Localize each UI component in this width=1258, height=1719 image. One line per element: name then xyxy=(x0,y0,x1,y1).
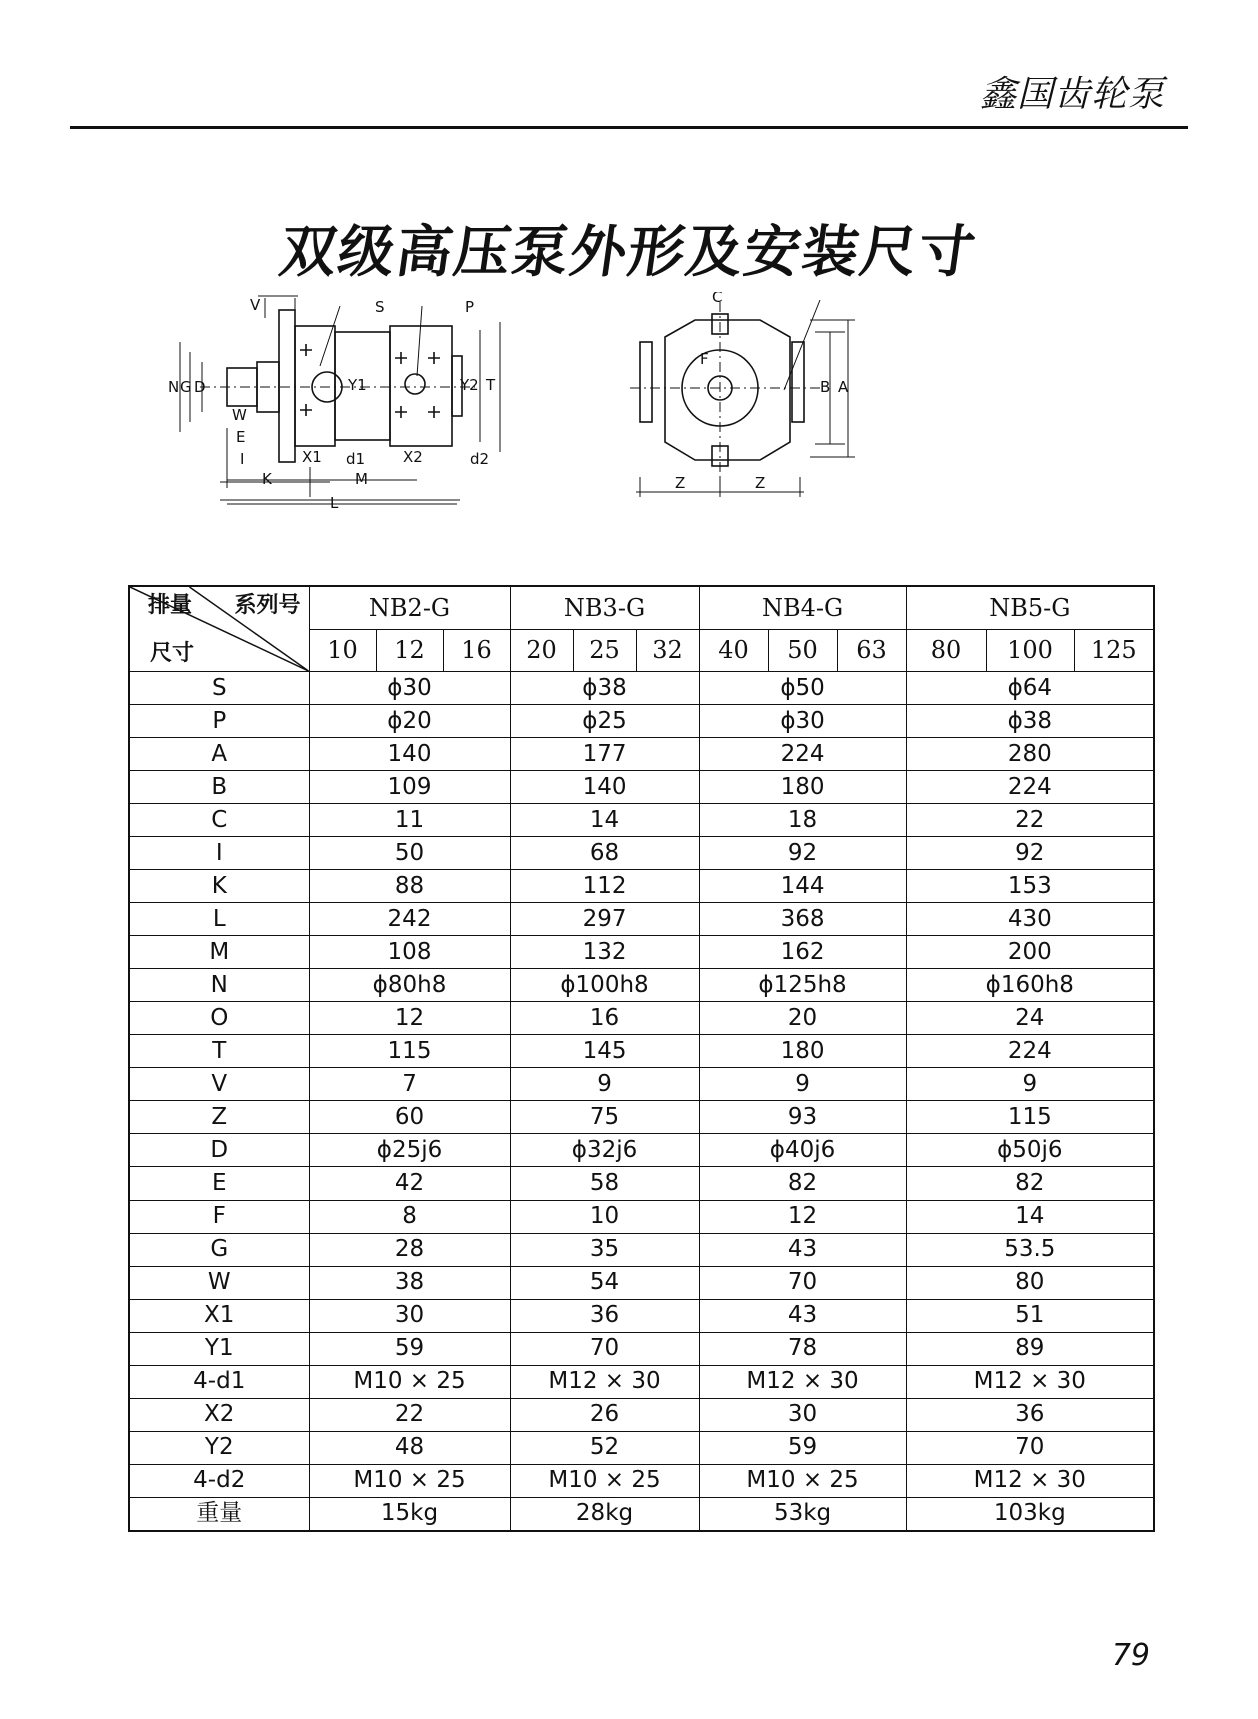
table-row xyxy=(129,1233,1154,1266)
value-cell: ϕ32j6 xyxy=(510,1134,699,1167)
value-cell: 180 xyxy=(699,1035,906,1068)
row-label: P xyxy=(129,705,309,738)
value-cell: 14 xyxy=(906,1200,1154,1233)
brand-header: 鑫国齿轮泵 xyxy=(979,74,1165,115)
value-cell: 7 xyxy=(309,1068,510,1101)
series-header: NB3-G xyxy=(510,586,699,629)
value-cell: 8 xyxy=(309,1200,510,1233)
row-label: 4-d2 xyxy=(129,1464,309,1497)
value-cell: 38 xyxy=(309,1266,510,1299)
value-cell: 89 xyxy=(906,1332,1154,1365)
dim-label-f: F xyxy=(700,350,709,368)
value-cell: M10 × 25 xyxy=(699,1464,906,1497)
value-cell: 26 xyxy=(510,1398,699,1431)
dim-label-s: S xyxy=(375,298,385,316)
value-cell: ϕ20 xyxy=(309,705,510,738)
row-label: W xyxy=(129,1266,309,1299)
mounting-flange xyxy=(279,310,295,462)
value-cell: 53.5 xyxy=(906,1233,1154,1266)
value-cell: 109 xyxy=(309,771,510,804)
value-cell: 10 xyxy=(510,1200,699,1233)
row-label: N xyxy=(129,969,309,1002)
value-cell: 368 xyxy=(699,903,906,936)
row-label: D xyxy=(129,1134,309,1167)
value-cell: 92 xyxy=(906,837,1154,870)
value-cell: 108 xyxy=(309,936,510,969)
dim-label-w: W xyxy=(232,406,247,424)
value-cell: 297 xyxy=(510,903,699,936)
row-label: M xyxy=(129,936,309,969)
displacement-cell: 10 xyxy=(309,629,376,672)
dim-label-o xyxy=(275,292,287,296)
front-body xyxy=(665,320,790,460)
dim-label-z2: Z xyxy=(755,474,766,492)
value-cell: 52 xyxy=(510,1431,699,1464)
table-row xyxy=(129,1464,1154,1497)
dim-label-p: P xyxy=(465,298,475,316)
corner-label-series: 系列号 xyxy=(234,593,301,618)
value-cell: 59 xyxy=(309,1332,510,1365)
value-cell: 36 xyxy=(906,1398,1154,1431)
value-cell: 200 xyxy=(906,936,1154,969)
displacement-cell: 25 xyxy=(573,629,636,672)
dim-label-z1: Z xyxy=(675,474,686,492)
value-cell: 36 xyxy=(510,1299,699,1332)
value-cell: 35 xyxy=(510,1233,699,1266)
dim-label-n: N xyxy=(168,378,180,396)
value-cell: M10 × 25 xyxy=(309,1365,510,1398)
table-row xyxy=(129,1167,1154,1200)
dim-label-d2: d2 xyxy=(470,450,490,468)
dim-label-i: I xyxy=(240,450,245,468)
value-cell: ϕ38 xyxy=(906,705,1154,738)
dim-label-d1: d1 xyxy=(346,450,366,468)
table-row xyxy=(129,936,1154,969)
value-cell: 224 xyxy=(699,738,906,771)
value-cell: ϕ40j6 xyxy=(699,1134,906,1167)
value-cell: 180 xyxy=(699,771,906,804)
row-label: Z xyxy=(129,1101,309,1134)
page-number: 79 xyxy=(1111,1638,1150,1673)
row-label: E xyxy=(129,1167,309,1200)
row-label: C xyxy=(129,804,309,837)
displacement-cell: 50 xyxy=(768,629,837,672)
value-cell: ϕ25j6 xyxy=(309,1134,510,1167)
value-cell: 103kg xyxy=(906,1497,1154,1531)
value-cell: 9 xyxy=(510,1068,699,1101)
dim-label-e: E xyxy=(236,428,246,446)
port-p xyxy=(405,374,425,394)
displacement-cell: 100 xyxy=(986,629,1074,672)
displacement-cell: 125 xyxy=(1074,629,1154,672)
row-label: Y1 xyxy=(129,1332,309,1365)
value-cell: 14 xyxy=(510,804,699,837)
value-cell: 70 xyxy=(699,1266,906,1299)
dim-label-x1: X1 xyxy=(302,448,322,466)
value-cell: ϕ64 xyxy=(906,672,1154,705)
value-cell: 43 xyxy=(699,1299,906,1332)
table-row xyxy=(129,1299,1154,1332)
value-cell: ϕ25 xyxy=(510,705,699,738)
table-row xyxy=(129,1200,1154,1233)
displacement-cell: 16 xyxy=(443,629,510,672)
value-cell: 53kg xyxy=(699,1497,906,1531)
row-label: B xyxy=(129,771,309,804)
value-cell: M12 × 30 xyxy=(906,1365,1154,1398)
value-cell: 112 xyxy=(510,870,699,903)
value-cell: 115 xyxy=(906,1101,1154,1134)
corner-label-dimension: 尺寸 xyxy=(150,641,195,666)
row-label: I xyxy=(129,837,309,870)
row-label: 重量 xyxy=(129,1497,309,1531)
value-cell: 30 xyxy=(699,1398,906,1431)
value-cell: 42 xyxy=(309,1167,510,1200)
value-cell: 162 xyxy=(699,936,906,969)
value-cell: 70 xyxy=(906,1431,1154,1464)
corner-label-displacement: 排量 xyxy=(148,593,193,618)
value-cell: 59 xyxy=(699,1431,906,1464)
value-cell: ϕ80h8 xyxy=(309,969,510,1002)
displacement-cell: 32 xyxy=(636,629,699,672)
value-cell: ϕ50 xyxy=(699,672,906,705)
header-rule xyxy=(70,126,1188,129)
row-label: F xyxy=(129,1200,309,1233)
row-label: O xyxy=(129,1002,309,1035)
value-cell: 18 xyxy=(699,804,906,837)
value-cell: 9 xyxy=(906,1068,1154,1101)
table-row xyxy=(129,1035,1154,1068)
value-cell: 20 xyxy=(699,1002,906,1035)
value-cell: 15kg xyxy=(309,1497,510,1531)
value-cell: 82 xyxy=(699,1167,906,1200)
table-row xyxy=(129,837,1154,870)
table-row xyxy=(129,804,1154,837)
value-cell: 430 xyxy=(906,903,1154,936)
table-row xyxy=(129,1398,1154,1431)
value-cell: 280 xyxy=(906,738,1154,771)
table-row xyxy=(129,1134,1154,1167)
row-label: A xyxy=(129,738,309,771)
row-label: S xyxy=(129,672,309,705)
value-cell: 115 xyxy=(309,1035,510,1068)
table-row xyxy=(129,705,1154,738)
table-row xyxy=(129,969,1154,1002)
table-row xyxy=(129,1431,1154,1464)
value-cell: 140 xyxy=(510,771,699,804)
value-cell: ϕ125h8 xyxy=(699,969,906,1002)
table-row xyxy=(129,672,1154,705)
value-cell: ϕ30 xyxy=(699,705,906,738)
page-title: 双级高压泵外形及安装尺寸 xyxy=(275,220,981,285)
table-corner-header xyxy=(129,586,309,672)
value-cell: M10 × 25 xyxy=(309,1464,510,1497)
value-cell: 22 xyxy=(309,1398,510,1431)
value-cell: M12 × 30 xyxy=(906,1464,1154,1497)
value-cell: 145 xyxy=(510,1035,699,1068)
dim-label-k: K xyxy=(262,470,272,488)
value-cell: 16 xyxy=(510,1002,699,1035)
value-cell: 50 xyxy=(309,837,510,870)
row-label: 4-d1 xyxy=(129,1365,309,1398)
value-cell: 88 xyxy=(309,870,510,903)
table-row xyxy=(129,1101,1154,1134)
row-label: V xyxy=(129,1068,309,1101)
dim-label-t: T xyxy=(486,376,496,394)
table-row xyxy=(129,771,1154,804)
table-row xyxy=(129,1068,1154,1101)
value-cell: 92 xyxy=(699,837,906,870)
value-cell: 224 xyxy=(906,1035,1154,1068)
series-header: NB2-G xyxy=(309,586,510,629)
value-cell: 144 xyxy=(699,870,906,903)
value-cell: 153 xyxy=(906,870,1154,903)
value-cell: 22 xyxy=(906,804,1154,837)
value-cell: 28kg xyxy=(510,1497,699,1531)
table-row xyxy=(129,1365,1154,1398)
value-cell: 12 xyxy=(699,1200,906,1233)
dim-label-b: B xyxy=(820,378,831,396)
displacement-cell: 63 xyxy=(837,629,906,672)
dimension-table-body xyxy=(129,672,1154,1532)
value-cell: 132 xyxy=(510,936,699,969)
table-row xyxy=(129,1332,1154,1365)
table-row xyxy=(129,738,1154,771)
value-cell: ϕ100h8 xyxy=(510,969,699,1002)
row-label: K xyxy=(129,870,309,903)
dim-label-m: M xyxy=(355,470,368,488)
value-cell: 48 xyxy=(309,1431,510,1464)
value-cell: 68 xyxy=(510,837,699,870)
table-row xyxy=(129,870,1154,903)
value-cell: 242 xyxy=(309,903,510,936)
dim-label-d: D xyxy=(194,378,206,396)
table-row xyxy=(129,1002,1154,1035)
value-cell: 93 xyxy=(699,1101,906,1134)
value-cell: ϕ38 xyxy=(510,672,699,705)
displacement-cell: 40 xyxy=(699,629,768,672)
row-label: T xyxy=(129,1035,309,1068)
dim-label-x2: X2 xyxy=(403,448,423,466)
dim-label-a: A xyxy=(838,378,849,396)
stage2-body xyxy=(390,326,452,446)
value-cell: 24 xyxy=(906,1002,1154,1035)
row-label: X2 xyxy=(129,1398,309,1431)
value-cell: 11 xyxy=(309,804,510,837)
dim-label-l: L xyxy=(330,494,339,512)
value-cell: 43 xyxy=(699,1233,906,1266)
row-label: L xyxy=(129,903,309,936)
dim-label-y1: Y1 xyxy=(348,376,367,394)
displacement-cell: 20 xyxy=(510,629,573,672)
dim-label-g: G xyxy=(180,378,192,396)
table-row xyxy=(129,1497,1154,1531)
value-cell: 140 xyxy=(309,738,510,771)
value-cell: 80 xyxy=(906,1266,1154,1299)
value-cell: 70 xyxy=(510,1332,699,1365)
value-cell: 58 xyxy=(510,1167,699,1200)
value-cell: 51 xyxy=(906,1299,1154,1332)
dim-label-v: V xyxy=(250,296,261,314)
value-cell: 60 xyxy=(309,1101,510,1134)
displacement-cell: 12 xyxy=(376,629,443,672)
row-label: X1 xyxy=(129,1299,309,1332)
table-row xyxy=(129,1266,1154,1299)
value-cell: 9 xyxy=(699,1068,906,1101)
row-label: G xyxy=(129,1233,309,1266)
dim-label-y2: Y2 xyxy=(460,376,479,394)
value-cell: 30 xyxy=(309,1299,510,1332)
value-cell: 78 xyxy=(699,1332,906,1365)
series-header: NB5-G xyxy=(906,586,1154,629)
table-row xyxy=(129,903,1154,936)
value-cell: 82 xyxy=(906,1167,1154,1200)
value-cell: ϕ30 xyxy=(309,672,510,705)
row-label: Y2 xyxy=(129,1431,309,1464)
value-cell: M12 × 30 xyxy=(699,1365,906,1398)
dimension-table xyxy=(128,585,1155,1532)
value-cell: 12 xyxy=(309,1002,510,1035)
value-cell: 224 xyxy=(906,771,1154,804)
dim-label-c: C xyxy=(712,292,723,306)
value-cell: M10 × 25 xyxy=(510,1464,699,1497)
pump-drawings-svg xyxy=(160,292,940,567)
series-header: NB4-G xyxy=(699,586,906,629)
pump-drawings xyxy=(160,292,940,567)
value-cell: M12 × 30 xyxy=(510,1365,699,1398)
value-cell: 75 xyxy=(510,1101,699,1134)
value-cell: 54 xyxy=(510,1266,699,1299)
value-cell: 28 xyxy=(309,1233,510,1266)
displacement-cell: 80 xyxy=(906,629,986,672)
value-cell: ϕ50j6 xyxy=(906,1134,1154,1167)
value-cell: ϕ160h8 xyxy=(906,969,1154,1002)
value-cell: 177 xyxy=(510,738,699,771)
